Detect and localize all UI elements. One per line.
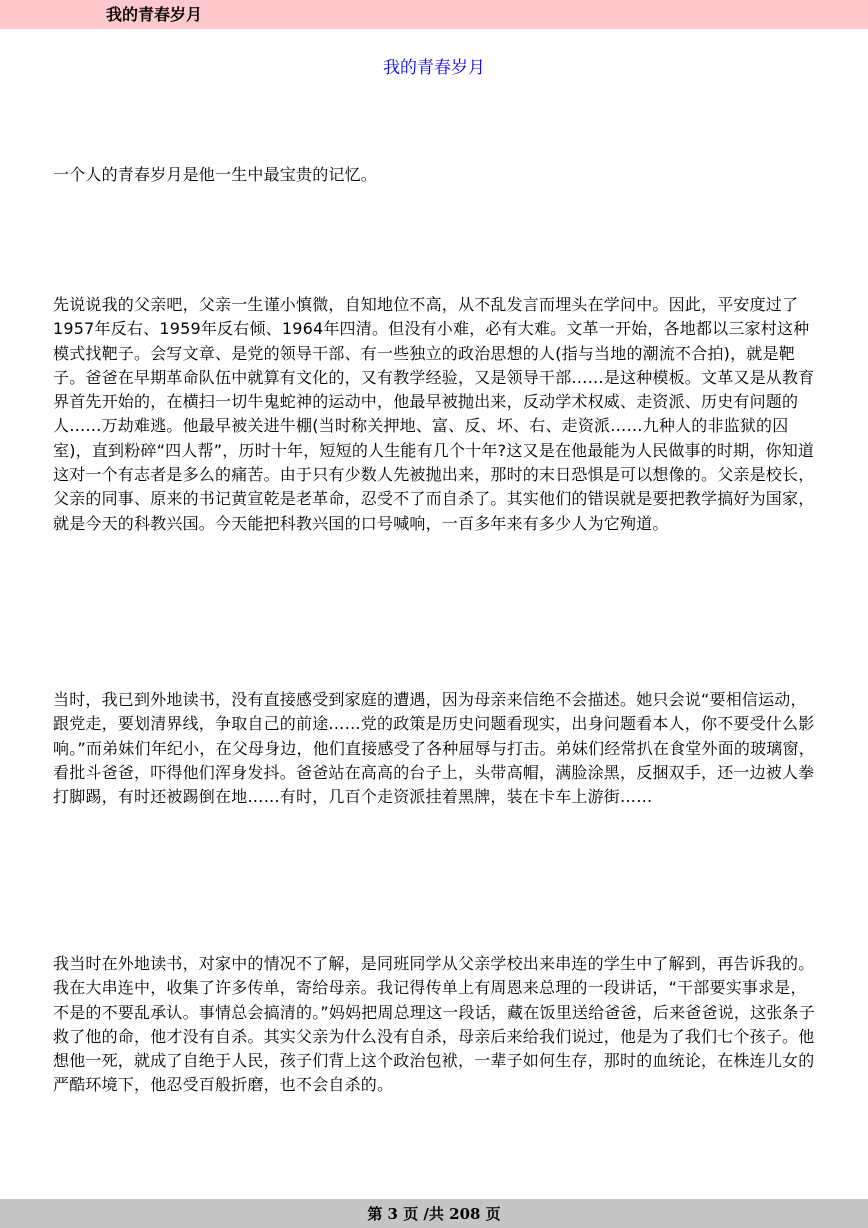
paragraph-1: 一个人的青春岁月是他一生中最宝贵的记忆。 <box>53 165 378 184</box>
page-number: 第 3 页 /共 208 页 <box>367 1205 501 1223</box>
page-footer <box>0 1199 868 1228</box>
header-title: 我的青春岁月 <box>106 5 203 24</box>
paragraph-4: 我当时在外地读书，对家中的情况不了解，是同班同学从父亲学校出来串连的学生中了解到，再告诉我的。我在大串连中，收集了许多传单，寄给母亲。我记得传单上有周恩来总理的一段讲话，“干部要实事求是，不是的不要乱承认。事情总会搞清的。”妈妈把周总理这一段话，藏在饭里送给爸爸，后来爸爸说，这张条子救了他的命，他才没有自杀。其实父亲为什么没有自杀，母亲后来给我们说过，他是为了我们七个孩子。他想他一死，就成了自绝于人民，孩子们背上这个政治包袱，一辈子如何生存，那时的血统论，在株连儿女的严酷环境下，他忍受百般折磨，也不会自杀的。 <box>53 954 815 1095</box>
paragraph-2: 先说说我的父亲吧，父亲一生谨小慎微，自知地位不高，从不乱发言而埋头在学问中。因此，平安度过了1957年反右、1959年反右倾、1964年四清。但没有小难，必有大难。文革一开始，各地都以三家村这种模式找靶子。会写文章、是党的领导干部、有一些独立的政治思想的人(指与当地的潮流不合拍)，就是靶子。爸爸在早期革命队伍中就算有文化的，又有教学经验，又是领导干部……是这种模板。文革又是从教育界首先开始的，在横扫一切牛鬼蛇神的运动中，他最早被抛出来，反动学术权威、走资派、历史有问题的人……万劫难逃。他最早被关进牛棚(当时称关押地、富、反、坏、右、走资派……九种人的非监狱的囚室)，直到粉碎“四人帮”，历时十年，短短的人生能有几个十年?这又是在他最能为人民做事的时期，你知道这对一个有志者是多么的痛苦。由于只有少数人先被抛出来，那时的末日恐惧是可以想像的。父亲是校长，父亲的同事、原来的书记黄宣乾是老革命，忍受不了而自杀了。其实他们的错误就是要把教学搞好为国家，就是今天的科教兴国。今天能把科教兴国的口号喊响，一百多年来有多少人为它殉道。 <box>53 295 815 533</box>
document-title: 我的青春岁月 <box>383 58 485 78</box>
page-header <box>0 0 868 29</box>
paragraph-3: 当时，我已到外地读书，没有直接感受到家庭的遭遇，因为母亲来信绝不会描述。她只会说“要相信运动，跟党走，要划清界线，争取自己的前途……党的政策是历史问题看现实，出身问题看本人，你不要受什么影响。”而弟妹们年纪小，在父母身边，他们直接感受了各种屈辱与打击。弟妹们经常扒在食堂外面的玻璃窗，看批斗爸爸，吓得他们浑身发抖。爸爸站在高高的台子上，头带高帽，满脸涂黑，反捆双手，还一边被人拳打脚踢，有时还被踢倒在地……有时，几百个走资派挂着黑牌，装在卡车上游街…… <box>53 690 815 807</box>
